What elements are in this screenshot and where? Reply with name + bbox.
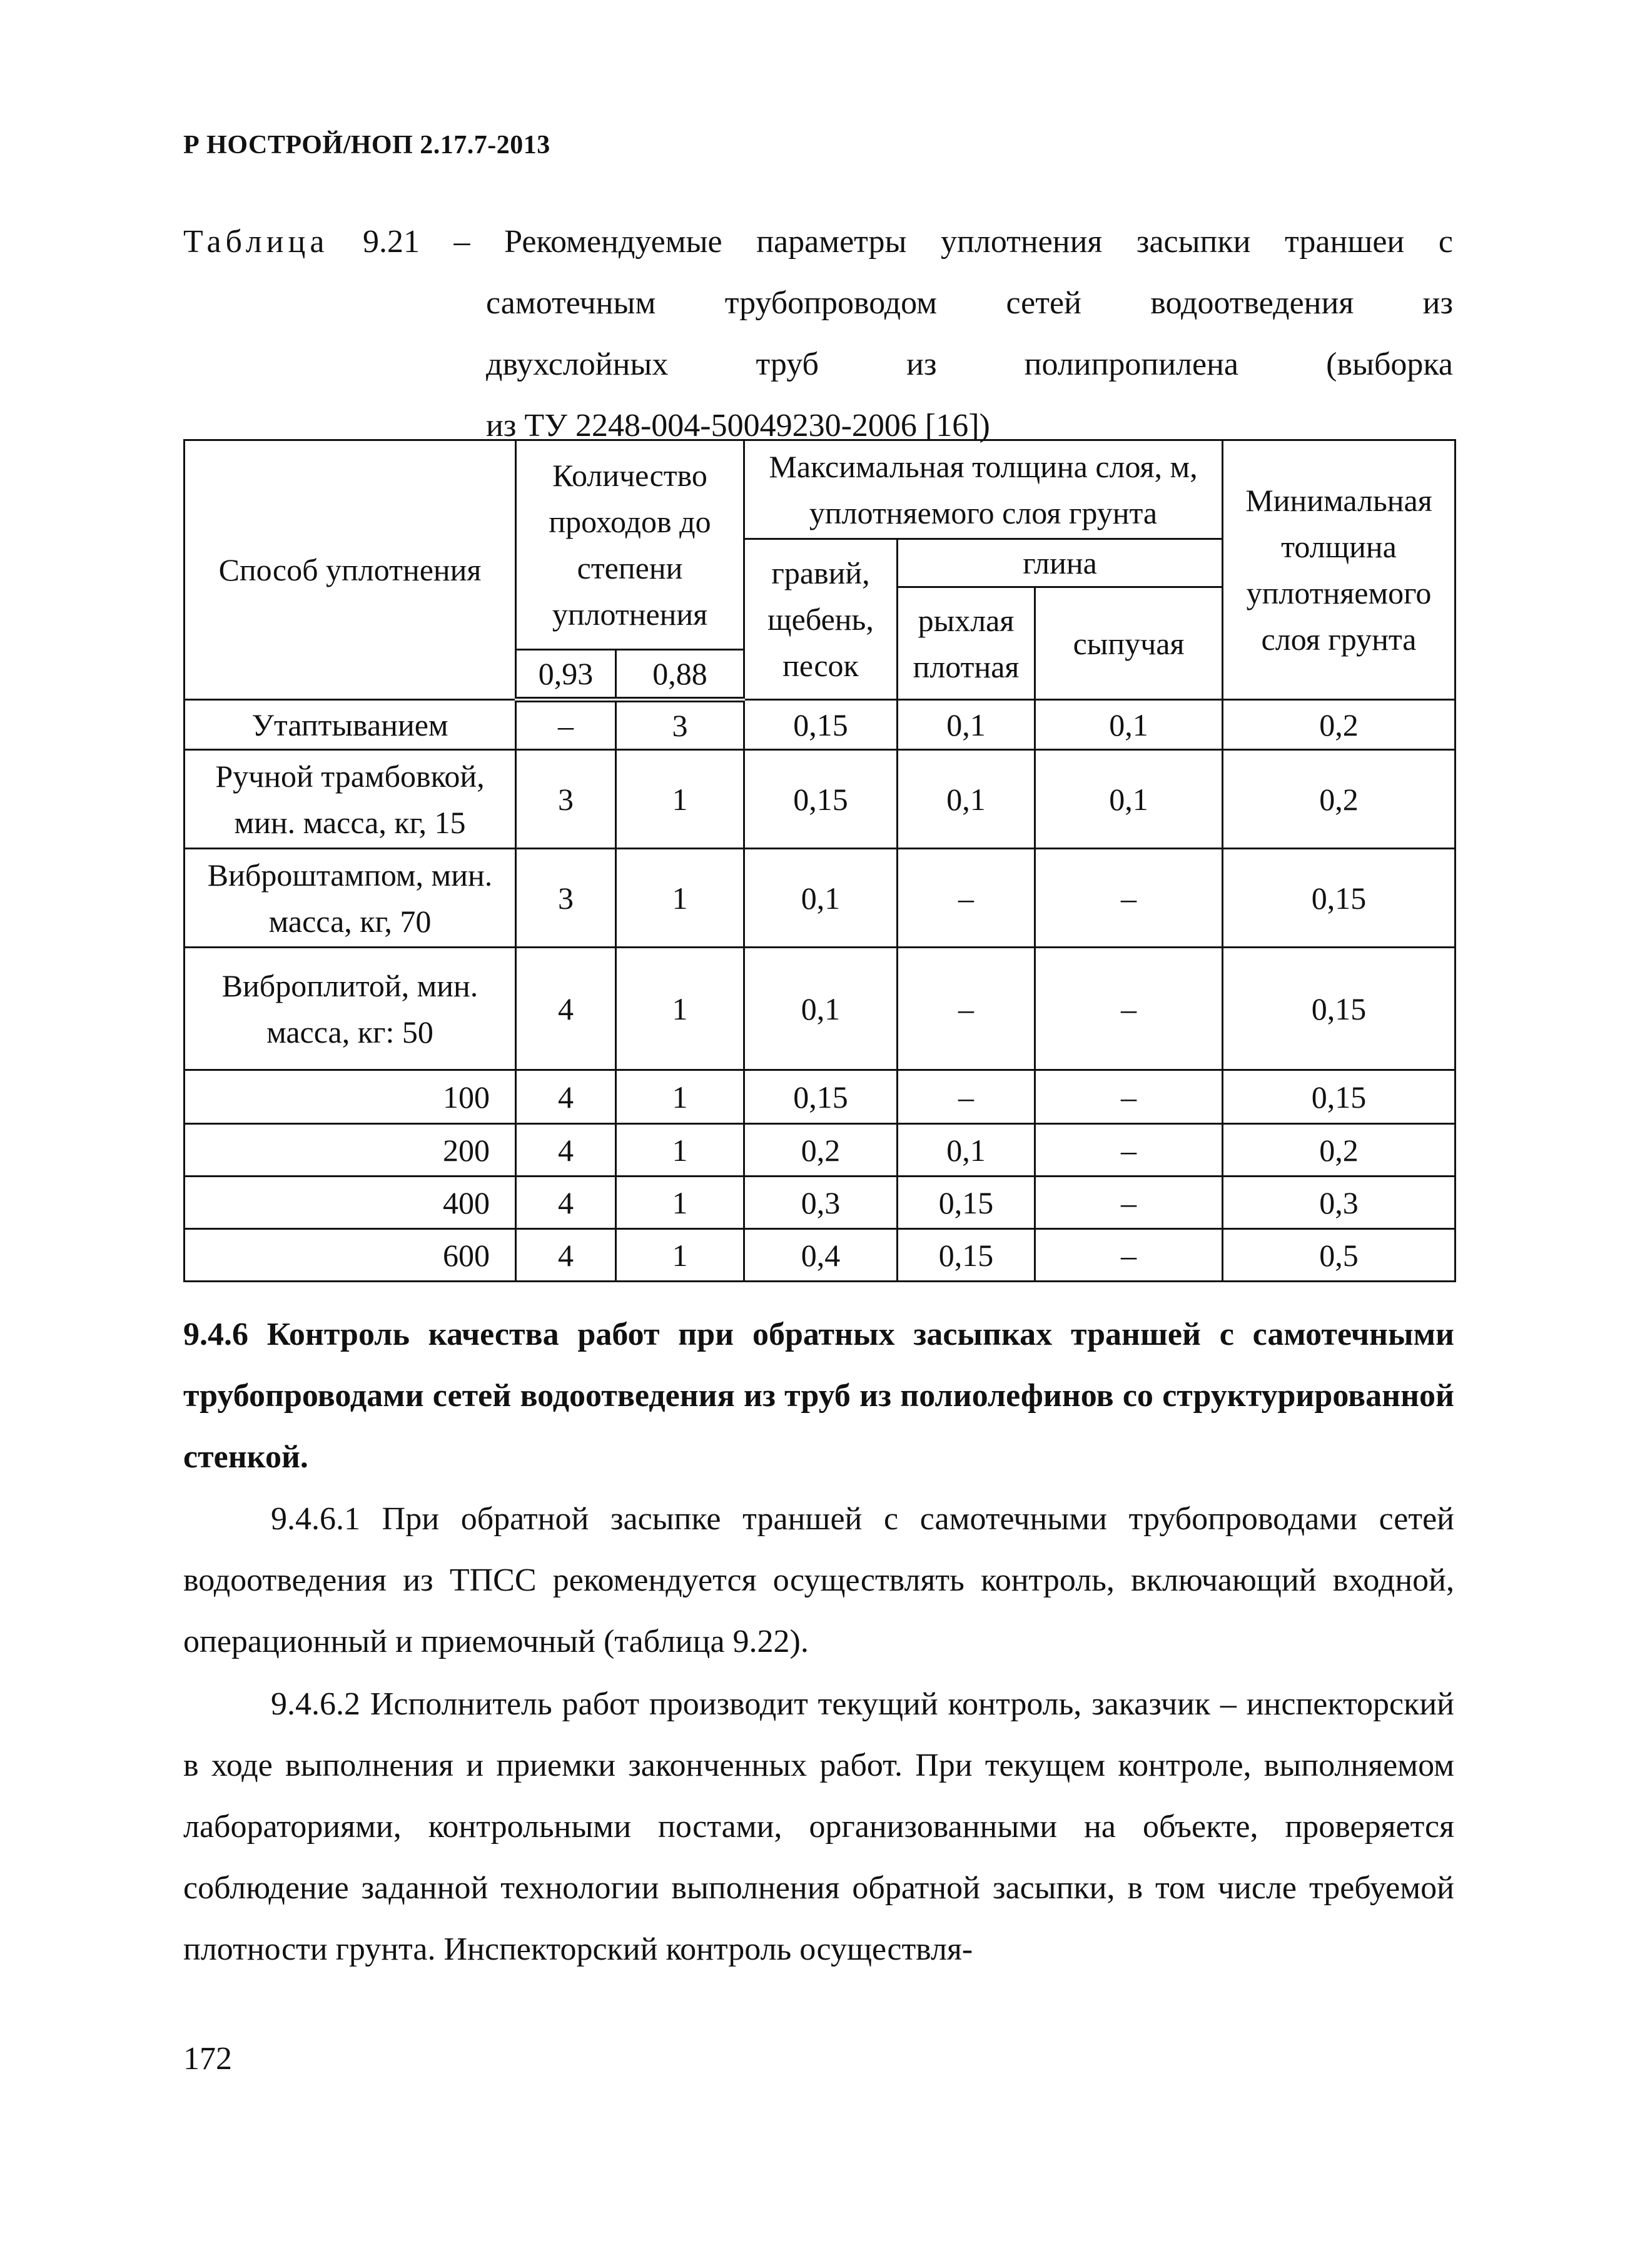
cell-clay-friable: – (1035, 1229, 1223, 1282)
cell-clay-loose: 0,1 (898, 700, 1035, 750)
cell-passes-088: 1 (616, 948, 744, 1070)
cell-clay-loose: 0,1 (898, 750, 1035, 849)
caption-word: – (453, 224, 470, 260)
header-clay-loose: рыхлая плотная (898, 587, 1035, 700)
cell-gravel: 0,15 (744, 700, 898, 750)
caption-word: трубопроводом (724, 285, 938, 321)
cell-min-thickness: 0,15 (1223, 1070, 1455, 1124)
cell-min-thickness: 0,3 (1223, 1177, 1455, 1229)
cell-passes-088: 3 (616, 700, 744, 750)
header-clay: глина (898, 539, 1223, 587)
cell-gravel: 0,15 (744, 1070, 898, 1124)
cell-min-thickness: 0,2 (1223, 1124, 1455, 1177)
caption-word: уплотнения (941, 224, 1103, 260)
cell-passes-093: 4 (516, 1070, 616, 1124)
cell-clay-friable: – (1035, 849, 1223, 948)
caption-line-3 (486, 334, 1453, 395)
caption-word: водоотведения (1150, 285, 1354, 321)
caption-word: сетей (1006, 285, 1081, 321)
table-row (185, 1177, 1455, 1229)
cell-method: Виброплитой, мин. масса, кг: 50 (185, 948, 516, 1070)
table-row (185, 948, 1455, 1070)
cell-passes-093: 3 (516, 750, 616, 849)
cell-passes-088: 1 (616, 1177, 744, 1229)
compaction-parameters-table (183, 439, 1456, 1282)
cell-method: 400 (185, 1177, 516, 1229)
caption-word: Рекомендуемые (504, 224, 722, 260)
caption-word: труб (756, 347, 819, 382)
caption-word: засыпки (1136, 224, 1251, 260)
header-passes: Количество проходов до степени уплотнения (516, 440, 744, 650)
header-passes-093: 0,93 (516, 650, 616, 700)
cell-clay-friable: 0,1 (1035, 700, 1223, 750)
header-clay-friable: сыпучая (1035, 587, 1223, 700)
page-number: 172 (183, 2041, 232, 2077)
cell-min-thickness: 0,15 (1223, 948, 1455, 1070)
cell-passes-093: – (516, 700, 616, 750)
header-max-thickness: Максимальная толщина слоя, м, уплотняемого слоя грунта (744, 440, 1223, 539)
header-method: Способ уплотнения (185, 440, 516, 700)
cell-passes-088: 1 (616, 1070, 744, 1124)
cell-clay-loose: 0,15 (898, 1177, 1035, 1229)
cell-clay-loose: – (898, 948, 1035, 1070)
cell-passes-088: 1 (616, 750, 744, 849)
paragraph-9-4-6-1: 9.4.6.1 При обратной засыпке траншей с самотечными трубопроводами сетей водоотведения из ТПСС рекомендуется осуществлять контроль, включающий входной, операционный и приемочный (таблица 9.22). (183, 1501, 1454, 1659)
cell-gravel: 0,1 (744, 849, 898, 948)
caption-word: траншеи (1285, 224, 1405, 260)
cell-method: 100 (185, 1070, 516, 1124)
caption-line-1 (183, 211, 1453, 273)
cell-min-thickness: 0,15 (1223, 849, 1455, 948)
cell-clay-friable: – (1035, 1070, 1223, 1124)
cell-clay-loose: – (898, 849, 1035, 948)
table-row (185, 849, 1455, 948)
cell-passes-093: 4 (516, 1124, 616, 1177)
table-caption (183, 211, 1453, 457)
cell-passes-088: 1 (616, 849, 744, 948)
caption-line-2 (486, 273, 1453, 334)
caption-source: из ТУ 2248-004-50049230-2006 [16]) (486, 408, 990, 443)
table-row (185, 700, 1455, 750)
cell-gravel: 0,4 (744, 1229, 898, 1282)
cell-min-thickness: 0,2 (1223, 700, 1455, 750)
cell-gravel: 0,3 (744, 1177, 898, 1229)
cell-clay-friable: – (1035, 1124, 1223, 1177)
cell-gravel: 0,2 (744, 1124, 898, 1177)
caption-word: полипропилена (1024, 347, 1238, 382)
cell-method: Ручной трамбовкой, мин. масса, кг, 15 (185, 750, 516, 849)
cell-passes-093: 4 (516, 948, 616, 1070)
cell-gravel: 0,1 (744, 948, 898, 1070)
caption-word: из (1422, 285, 1453, 321)
cell-clay-loose: – (898, 1070, 1035, 1124)
cell-passes-093: 4 (516, 1229, 616, 1282)
caption-word: двухслойных (486, 347, 669, 382)
table-row (185, 1070, 1455, 1124)
caption-word: из (906, 347, 937, 382)
header-min-thickness: Минимальная толщина уплотняемого слоя грунта (1223, 440, 1455, 700)
caption-word: (выборка (1326, 347, 1453, 382)
caption-label: Таблица (183, 224, 329, 260)
cell-clay-loose: 0,1 (898, 1124, 1035, 1177)
cell-passes-093: 4 (516, 1177, 616, 1229)
cell-passes-093: 3 (516, 849, 616, 948)
cell-clay-friable: 0,1 (1035, 750, 1223, 849)
section-heading: 9.4.6 Контроль качества работ при обратных засыпках траншей с самотечными трубопроводами сетей водоотведения из труб из полиолефинов со структурированной стенкой. (183, 1317, 1454, 1475)
cell-method: Утаптыванием (185, 700, 516, 750)
cell-passes-088: 1 (616, 1124, 744, 1177)
cell-clay-loose: 0,15 (898, 1229, 1035, 1282)
caption-number: 9.21 (362, 224, 420, 260)
caption-word: параметры (756, 224, 907, 260)
cell-method: 600 (185, 1229, 516, 1282)
document-code-header: Р НОСТРОЙ/НОП 2.17.7-2013 (183, 131, 550, 159)
cell-gravel: 0,15 (744, 750, 898, 849)
header-passes-088: 0,88 (616, 650, 744, 700)
cell-method: Виброштампом, мин. масса, кг, 70 (185, 849, 516, 948)
caption-word: самотечным (486, 285, 656, 321)
header-gravel: гравий, щебень, песок (744, 539, 898, 700)
cell-min-thickness: 0,5 (1223, 1229, 1455, 1282)
cell-passes-088: 1 (616, 1229, 744, 1282)
paragraph-9-4-6-2: 9.4.6.2 Исполнитель работ производит текущий контроль, заказчик – инспекторский в ходе выполнения и приемки законченных работ. При текущем контроле, выполняемом лабораториями, контрольными постами, организованными на объекте, проверяется соблюдение заданной технологии выполнения обратной засыпки, в том числе требуемой плотности грунта. Инспекторский контроль осуществля- (183, 1686, 1454, 1967)
caption-word: с (1438, 224, 1453, 260)
cell-method: 200 (185, 1124, 516, 1177)
table-row (185, 750, 1455, 849)
cell-min-thickness: 0,2 (1223, 750, 1455, 849)
table-row (185, 1229, 1455, 1282)
cell-clay-friable: – (1035, 948, 1223, 1070)
cell-clay-friable: – (1035, 1177, 1223, 1229)
table-row (185, 1124, 1455, 1177)
